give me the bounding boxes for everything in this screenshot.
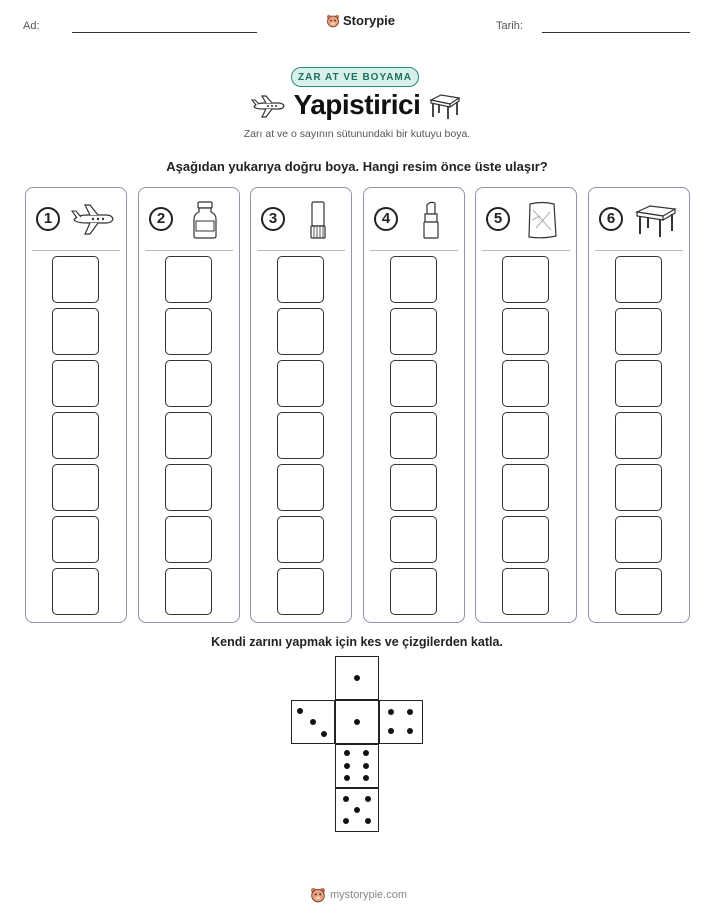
bear-icon — [310, 887, 326, 903]
color-box[interactable] — [52, 256, 99, 303]
color-box[interactable] — [390, 256, 437, 303]
dice-pip — [297, 708, 303, 714]
date-line[interactable] — [542, 32, 690, 33]
dice-face-6 — [335, 744, 379, 788]
dice-pip — [388, 709, 394, 715]
dice-pip — [343, 796, 349, 802]
column-number: 4 — [374, 207, 398, 231]
color-box[interactable] — [52, 568, 99, 615]
color-box[interactable] — [390, 516, 437, 563]
date-label: Tarih: — [496, 20, 523, 32]
footer-url[interactable]: mystorypie.com — [330, 889, 408, 901]
color-box[interactable] — [502, 360, 549, 407]
color-box[interactable] — [615, 308, 662, 355]
dice-pip — [407, 709, 413, 715]
color-box[interactable] — [165, 568, 212, 615]
dice-pip — [344, 750, 350, 756]
color-box[interactable] — [615, 412, 662, 459]
activity-pill: ZAR AT VE BOYAMA — [291, 67, 419, 87]
column-6 — [588, 187, 690, 623]
dice-face-4 — [379, 700, 423, 744]
dice-pip — [388, 728, 394, 734]
color-box[interactable] — [277, 516, 324, 563]
brand-logo — [326, 13, 395, 28]
color-box[interactable] — [502, 568, 549, 615]
lipstick-icon — [408, 200, 454, 240]
dice-pip — [363, 750, 369, 756]
color-box[interactable] — [502, 308, 549, 355]
column-number: 3 — [261, 207, 285, 231]
dice-pip — [363, 775, 369, 781]
instruction: Aşağıdan yukarıya doğru boya. Hangi resim önce üste ulaşır? — [166, 159, 548, 174]
column-1 — [25, 187, 127, 623]
column-number: 5 — [486, 207, 510, 231]
brand-name: Storypie — [343, 13, 396, 28]
table-icon — [428, 93, 462, 121]
color-box[interactable] — [502, 464, 549, 511]
dice-face-5 — [335, 788, 379, 832]
column-5 — [475, 187, 577, 623]
dice-pip — [354, 807, 360, 813]
bear-icon — [326, 14, 340, 28]
color-box[interactable] — [52, 412, 99, 459]
dice-pip — [343, 818, 349, 824]
dice-face-3 — [291, 700, 335, 744]
color-box[interactable] — [502, 256, 549, 303]
color-box[interactable] — [615, 568, 662, 615]
color-box[interactable] — [615, 464, 662, 511]
column-number: 6 — [599, 207, 623, 231]
color-box[interactable] — [165, 412, 212, 459]
dice-pip — [310, 719, 316, 725]
color-box[interactable] — [390, 568, 437, 615]
page-title: Yapistirici — [293, 89, 421, 120]
column-4 — [363, 187, 465, 623]
dice-pip — [354, 675, 360, 681]
column-3 — [250, 187, 352, 623]
footer — [310, 887, 407, 903]
dice-instruction: Kendi zarını yapmak için kes ve çizgilerden katla. — [211, 635, 503, 649]
dice-pip — [363, 763, 369, 769]
color-box[interactable] — [390, 412, 437, 459]
color-box[interactable] — [165, 360, 212, 407]
color-box[interactable] — [615, 516, 662, 563]
dice-face-1 — [335, 700, 379, 744]
color-box[interactable] — [390, 464, 437, 511]
color-box[interactable] — [502, 516, 549, 563]
glue-stick-icon — [295, 200, 341, 240]
bottle-icon — [183, 200, 229, 240]
dice-pip — [344, 763, 350, 769]
color-box[interactable] — [165, 464, 212, 511]
name-line[interactable] — [72, 32, 257, 33]
color-box[interactable] — [390, 308, 437, 355]
color-box[interactable] — [277, 464, 324, 511]
color-box[interactable] — [615, 256, 662, 303]
dice-pip — [354, 719, 360, 725]
color-box[interactable] — [277, 308, 324, 355]
color-box[interactable] — [52, 360, 99, 407]
dice-pip — [321, 731, 327, 737]
color-box[interactable] — [277, 412, 324, 459]
dice-pip — [344, 775, 350, 781]
color-box[interactable] — [52, 308, 99, 355]
dice-pip — [365, 818, 371, 824]
color-box[interactable] — [52, 464, 99, 511]
color-box[interactable] — [165, 516, 212, 563]
column-number: 1 — [36, 207, 60, 231]
column-number: 2 — [149, 207, 173, 231]
dice-pip — [407, 728, 413, 734]
airplane-icon — [70, 200, 116, 240]
dice-face-1 — [335, 656, 379, 700]
color-box[interactable] — [165, 308, 212, 355]
table-icon — [633, 200, 679, 240]
color-box[interactable] — [277, 568, 324, 615]
color-box[interactable] — [502, 412, 549, 459]
color-box[interactable] — [165, 256, 212, 303]
subtitle: Zarı at ve o sayının sütunundaki bir kutuyu boya. — [243, 128, 471, 140]
bag-icon — [520, 200, 566, 240]
color-box[interactable] — [390, 360, 437, 407]
color-box[interactable] — [277, 360, 324, 407]
color-box[interactable] — [277, 256, 324, 303]
color-box[interactable] — [615, 360, 662, 407]
dice-pip — [365, 796, 371, 802]
column-2 — [138, 187, 240, 623]
name-label: Ad: — [23, 20, 40, 32]
color-box[interactable] — [52, 516, 99, 563]
